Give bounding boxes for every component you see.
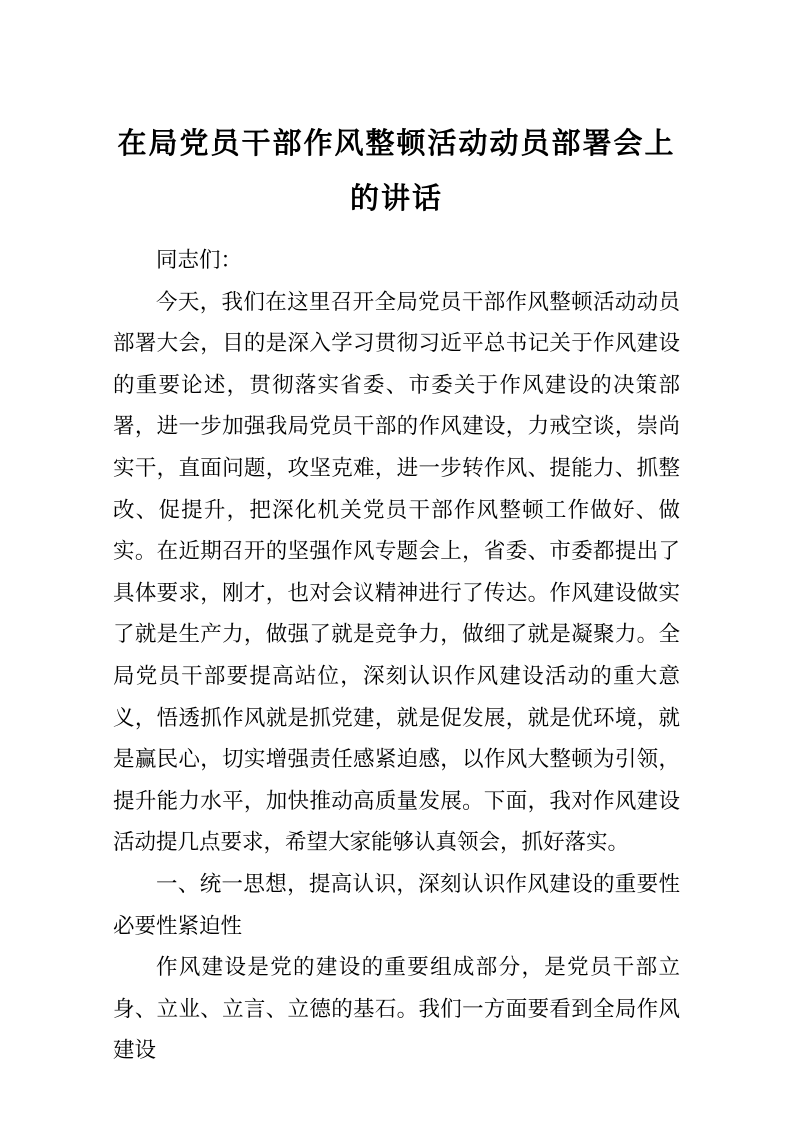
paragraph-salutation: 同志们： <box>156 248 243 272</box>
paragraph-section-heading: 一、统一思想，提高认识，深刻认识作风建设的重要性必要性紧迫性 <box>113 871 680 938</box>
document-body <box>113 240 680 1072</box>
document-title <box>113 117 680 227</box>
title-line-1: 在局党员干部作风整顿活动动员部署会上 <box>117 128 676 160</box>
title-line-2: 的讲话 <box>349 183 443 215</box>
paragraph-opening: 今天，我们在这里召开全局党员干部作风整顿活动动员部署大会，目的是深入学习贯彻习近平总书记关于作风建设的重要论述，贯彻落实省委、市委关于作风建设的决策部署，进一步加强我局党员干部的作风建设，力戒空谈，崇尚实干，直面问题，攻坚克难，进一步转作风、提能力、抓整改、促提升，把深化机关党员干部作风整顿工作做好、做实。在近期召开的坚强作风专题会上，省委、市委都提出了具体要求，刚才，也对会议精神进行了传达。作风建设做实了就是生产力，做强了就是竞争力，做细了就是凝聚力。全局党员干部要提高站位，深刻认识作风建设活动的重大意义，悟透抓作风就是抓党建，就是促发展，就是优环境，就是赢民心，切实增强责任感紧迫感，以作风大整顿为引领，提升能力水平，加快推动高质量发展。下面，我对作风建设活动提几点要求，希望大家能够认真领会，抓好落实。 <box>113 289 680 855</box>
paragraph-section-body: 作风建设是党的建设的重要组成部分，是党员干部立身、立业、立言、立德的基石。我们一方面要看到全局作风建设 <box>113 955 680 1063</box>
